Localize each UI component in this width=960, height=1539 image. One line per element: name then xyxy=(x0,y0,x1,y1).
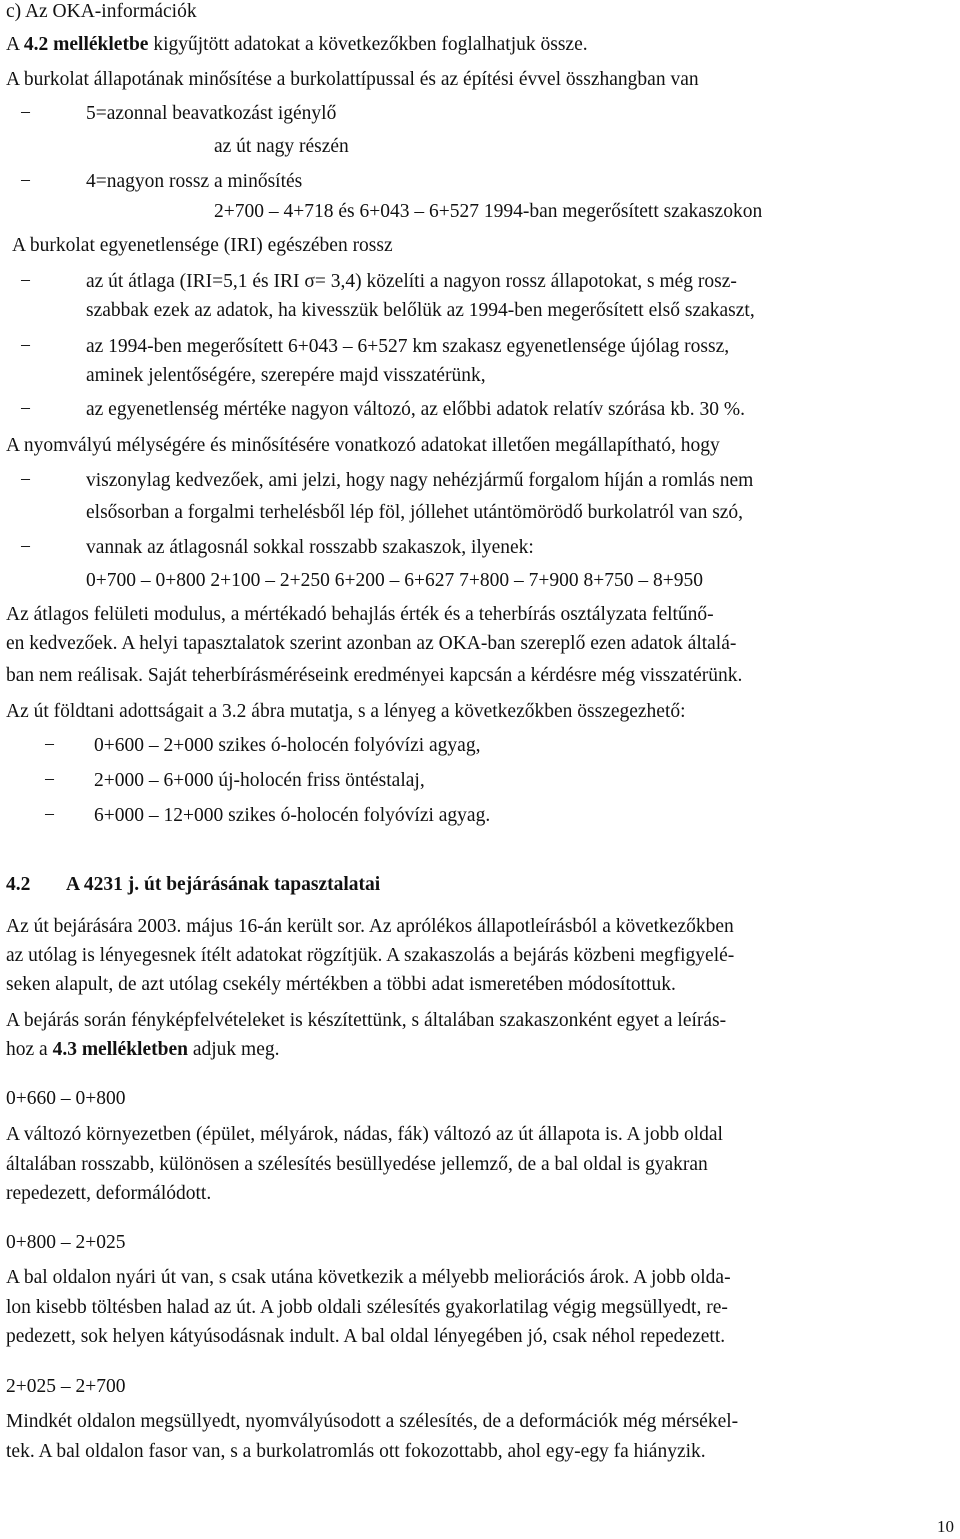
section-range-label: 0+800 – 2+025 xyxy=(6,1232,126,1253)
section-range-label: 2+025 – 2+700 xyxy=(6,1376,126,1397)
paragraph-line: ban nem reálisak. Saját teherbírásméréseink eredményei kapcsán a kérdésre még visszatérünk. xyxy=(6,665,743,686)
paragraph-line: Az út bejárására 2003. május 16-án került sor. Az aprólékos állapotleírásból a következőkben xyxy=(6,916,734,937)
list-dash: − xyxy=(44,770,55,791)
list-item: 2+000 – 6+000 új-holocén friss öntéstalaj, xyxy=(94,770,425,791)
paragraph-line: A burkolat egyenetlensége (IRI) egészében rossz xyxy=(12,235,393,256)
paragraph-line: A bejárás során fényképfelvételeket is készítettünk, s általában szakaszonként egyet a leírás- xyxy=(6,1010,727,1031)
list-item-cont: szabbak ezek az adatok, ha kivesszük belőlük az 1994-ben megerősített első szakaszt, xyxy=(86,300,755,321)
section-heading-c: c) Az OKA-információk xyxy=(6,1,197,22)
paragraph-line: A nyomvályú mélységére és minősítésére vonatkozó adatokat illetően megállapítható, hogy xyxy=(6,435,720,456)
paragraph-line: az utólag is lényegesnek ítélt adatokat rögzítjük. A szakaszolás a bejárás közbeni megfigyelé- xyxy=(6,945,735,966)
section-number: 4.2 xyxy=(6,874,31,895)
appendix-ref: 4.3 mellékletben xyxy=(52,1039,188,1060)
list-item: az egyenetlenség mértéke nagyon változó, az előbbi adatok relatív szórása kb. 30 %. xyxy=(86,399,745,420)
paragraph-line: A burkolat állapotának minősítése a burkolattípussal és az építési évvel összhangban van xyxy=(6,69,699,90)
list-item: 4=nagyon rossz a minősítés xyxy=(86,171,303,192)
list-item: vannak az átlagosnál sokkal rosszabb szakaszok, ilyenek: xyxy=(86,537,534,558)
list-dash: − xyxy=(44,735,55,756)
list-dash: − xyxy=(20,470,31,491)
paragraph-line: A bal oldalon nyári út van, s csak utána következik a mélyebb meliorációs árok. A jobb olda- xyxy=(6,1267,731,1288)
paragraph-line: Az átlagos felületi modulus, a mértékadó behajlás érték és a teherbírás osztályzata feltűnő- xyxy=(6,604,714,625)
list-dash: − xyxy=(20,103,31,124)
page-number: 10 xyxy=(937,1517,954,1536)
paragraph-line: általában rosszabb, különösen a szélesítés besüllyedése jellemző, de a bal oldal is gyakran xyxy=(6,1154,708,1175)
list-dash: − xyxy=(20,336,31,357)
list-item: 0+600 – 2+000 szikes ó-holocén folyóvízi agyag, xyxy=(94,735,481,756)
list-dash: − xyxy=(20,399,31,420)
paragraph-line: Az út földtani adottságait a 3.2 ábra mutatja, s a lényeg a következőkben összegezhető: xyxy=(6,701,686,722)
list-item: viszonylag kedvezőek, ami jelzi, hogy nagy nehézjármű forgalom híján a romlás nem xyxy=(86,470,754,491)
list-item: az 1994-ben megerősített 6+043 – 6+527 km szakasz egyenetlensége újólag rossz, xyxy=(86,336,730,357)
list-subline: 2+700 – 4+718 és 6+043 – 6+527 1994-ban megerősített szakaszokon xyxy=(214,201,763,222)
paragraph-line: A változó környezetben (épület, mélyárok, nádas, fák) változó az út állapota is. A jobb oldal xyxy=(6,1124,723,1145)
list-item-cont: aminek jelentőségére, szerepére majd visszatérünk, xyxy=(86,365,486,386)
paragraph-line: lon kisebb töltésben halad az út. A jobb oldali szélesítés gyakorlatilag végig megsüllyedt, re- xyxy=(6,1297,728,1318)
section-range-label: 0+660 – 0+800 xyxy=(6,1088,126,1109)
paragraph-line: Mindkét oldalon megsüllyedt, nyomvályúsodott a szélesítés, de a deformációk még mérsékel- xyxy=(6,1411,739,1432)
list-dash: − xyxy=(20,271,31,292)
list-dash: − xyxy=(20,537,31,558)
paragraph-line: en kedvezőek. A helyi tapasztalatok szerint azonban az OKA-ban szereplő ezen adatok általá- xyxy=(6,633,737,654)
list-item-cont: elsősorban a forgalmi terhelésből lép föl, jóllehet utántömörödő burkolatról van szó, xyxy=(86,502,744,523)
paragraph-line: A 4.2 mellékletbe kigyűjtött adatokat a következőkben foglalhatjuk össze. xyxy=(6,34,588,55)
paragraph-line: pedezett, sok helyen kátyúsodásnak indult. A bal oldal lényegében jó, csak néhol repedezett. xyxy=(6,1326,726,1347)
list-item: 6+000 – 12+000 szikes ó-holocén folyóvízi agyag. xyxy=(94,805,491,826)
paragraph-line: tek. A bal oldalon fasor van, s a burkolatromlás ott fokozottabb, ahol egy-egy fa hiányzik. xyxy=(6,1441,706,1462)
list-dash: − xyxy=(44,805,55,826)
list-dash: − xyxy=(20,171,31,192)
list-item: 5=azonnal beavatkozást igénylő xyxy=(86,103,337,124)
paragraph-line: hoz a 4.3 mellékletben adjuk meg. xyxy=(6,1039,280,1060)
section-ranges: 0+700 – 0+800 2+100 – 2+250 6+200 – 6+627 7+800 – 7+900 8+750 – 8+950 xyxy=(86,570,703,591)
paragraph-line: seken alapult, de azt utólag csekély mértékben a többi adat ismeretében módosítottuk. xyxy=(6,974,676,995)
appendix-ref: 4.2 mellékletbe xyxy=(23,34,149,55)
list-item: az út átlaga (IRI=5,1 és IRI σ= 3,4) közelíti a nagyon rossz állapotokat, s még rosz- xyxy=(86,271,737,292)
list-subline: az út nagy részén xyxy=(214,136,349,157)
paragraph-line: repedezett, deformálódott. xyxy=(6,1183,212,1204)
section-title: A 4231 j. út bejárásának tapasztalatai xyxy=(66,874,381,895)
